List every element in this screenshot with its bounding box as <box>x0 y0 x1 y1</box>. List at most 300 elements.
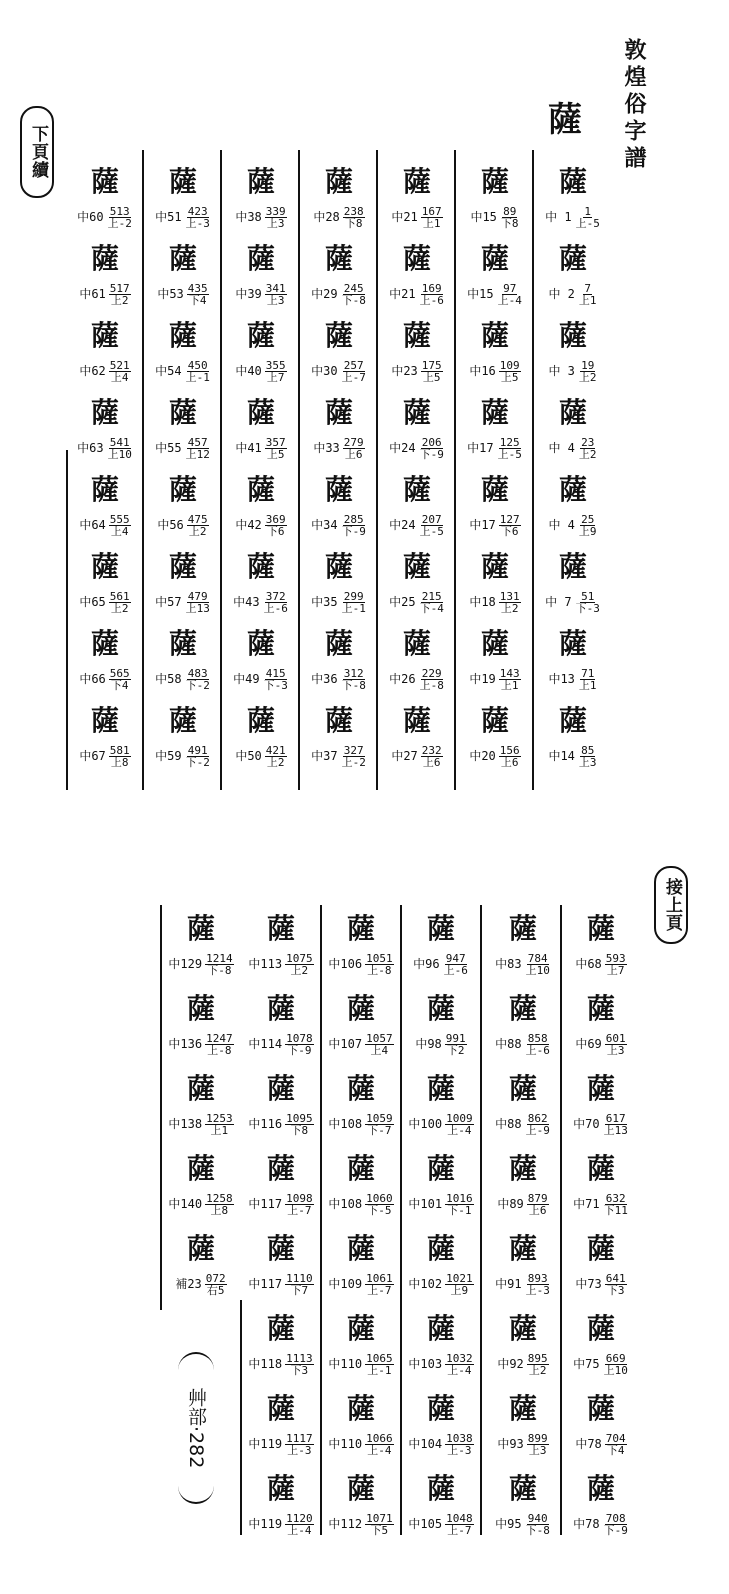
source-reference <box>155 437 211 460</box>
manuscript-code: 中62 <box>79 364 106 378</box>
variant-glyph: 薩 <box>90 319 119 352</box>
line-position: 上-7 <box>287 1204 312 1217</box>
line-position: 下6 <box>500 525 519 538</box>
manuscript-code: 中109 <box>328 1277 363 1291</box>
glyph-entry <box>144 697 222 787</box>
manuscript-code: 中113 <box>248 957 283 971</box>
glyph-entry <box>242 1225 320 1315</box>
line-position: 上2 <box>528 1364 547 1377</box>
source-reference <box>408 1433 473 1456</box>
manuscript-code: 中78 <box>573 1517 600 1531</box>
page-number: 879 <box>527 1192 548 1205</box>
page-number: 206 <box>421 436 442 449</box>
page-line-fraction <box>205 1273 227 1296</box>
page-line-fraction <box>205 1113 234 1136</box>
page-number: 415 <box>265 667 286 680</box>
manuscript-code: 中54 <box>155 364 182 378</box>
page-line-fraction <box>365 1193 394 1216</box>
page-line-fraction <box>343 206 365 229</box>
variant-glyph: 薩 <box>480 627 509 660</box>
page-number: 215 <box>421 590 442 603</box>
page-line-fraction <box>527 1433 549 1456</box>
page-number: 561 <box>109 590 130 603</box>
page-line-fraction <box>107 206 133 229</box>
page-line-fraction <box>285 1113 314 1136</box>
manuscript-code: 中129 <box>168 957 203 971</box>
line-position: 下8 <box>290 1124 309 1137</box>
variant-glyph: 薩 <box>324 319 353 352</box>
manuscript-code: 中18 <box>469 595 496 609</box>
page-number: 421 <box>265 744 286 757</box>
page-line-fraction <box>365 1433 394 1456</box>
page-number: 207 <box>421 513 442 526</box>
page-number: 1214 <box>206 952 233 965</box>
glyph-entry <box>162 1065 240 1155</box>
line-position: 下11 <box>603 1204 628 1217</box>
manuscript-code: 中64 <box>79 518 106 532</box>
manuscript-code: 中118 <box>248 1357 283 1371</box>
line-position: 上3 <box>266 294 285 307</box>
manuscript-code: 中75 <box>573 1357 600 1371</box>
manuscript-code: 中42 <box>235 518 262 532</box>
variant-glyph: 薩 <box>246 704 275 737</box>
line-position: 右5 <box>206 1284 225 1297</box>
source-reference <box>248 1433 313 1456</box>
page-line-fraction <box>605 953 627 976</box>
line-position: 上1 <box>578 679 597 692</box>
page-number: 125 <box>499 436 520 449</box>
page-line-fraction <box>285 1433 314 1456</box>
page-number: 483 <box>187 667 208 680</box>
page-number: 593 <box>605 952 626 965</box>
manuscript-code: 中55 <box>155 441 182 455</box>
page-line-fraction <box>499 514 521 537</box>
line-position: 上-3 <box>287 1444 312 1457</box>
glyph-entry <box>484 1465 562 1555</box>
manuscript-code: 中93 <box>497 1437 524 1451</box>
source-reference <box>467 283 523 306</box>
variant-glyph: 薩 <box>324 473 353 506</box>
page-number: 1247 <box>206 1032 233 1045</box>
source-reference <box>389 591 445 614</box>
variant-glyph: 薩 <box>426 1312 455 1345</box>
source-reference <box>155 745 211 768</box>
variant-glyph: 薩 <box>346 1152 375 1185</box>
source-reference <box>408 1273 473 1296</box>
variant-glyph: 薩 <box>324 550 353 583</box>
page-line-fraction <box>421 206 443 229</box>
manuscript-code: 中24 <box>389 518 416 532</box>
page-line-fraction <box>578 360 598 383</box>
glyph-entry <box>484 985 562 1075</box>
page-line-fraction <box>603 1353 629 1376</box>
variant-glyph: 薩 <box>266 1312 295 1345</box>
page-number: 565 <box>109 667 130 680</box>
page-number: 479 <box>187 590 208 603</box>
page-number: 895 <box>527 1352 548 1365</box>
manuscript-code: 中119 <box>248 1437 283 1451</box>
line-position: 下-3 <box>263 679 288 692</box>
manuscript-code: 中100 <box>408 1117 443 1131</box>
variant-glyph: 薩 <box>558 550 587 583</box>
source-reference <box>328 953 393 976</box>
variant-glyph: 薩 <box>586 1472 615 1505</box>
page-number: 71 <box>581 667 595 680</box>
page-line-fraction <box>107 437 133 460</box>
page-number: 1117 <box>286 1432 313 1445</box>
page-number: 1110 <box>286 1272 313 1285</box>
page-line-fraction <box>500 206 520 229</box>
variant-glyph: 薩 <box>426 1472 455 1505</box>
source-reference <box>575 1433 626 1456</box>
manuscript-code: 中103 <box>408 1357 443 1371</box>
variant-glyph: 薩 <box>586 992 615 1025</box>
source-reference <box>77 206 133 229</box>
line-position: 上5 <box>500 371 519 384</box>
page-number: 327 <box>343 744 364 757</box>
glyph-entry <box>484 905 562 995</box>
variant-glyph: 薩 <box>402 473 431 506</box>
manuscript-code: 中88 <box>495 1117 522 1131</box>
glyph-entry <box>242 1385 320 1475</box>
source-reference <box>495 953 551 976</box>
source-reference <box>157 514 208 537</box>
page-line-fraction <box>109 360 131 383</box>
manuscript-code: 中88 <box>495 1037 522 1051</box>
glyph-entry <box>402 1465 480 1555</box>
source-reference <box>391 206 442 229</box>
variant-glyph: 薩 <box>480 473 509 506</box>
line-position: 上2 <box>290 964 309 977</box>
page-line-fraction <box>365 1273 394 1296</box>
source-reference <box>328 1193 393 1216</box>
page-number: 51 <box>581 590 595 603</box>
page-number: 1120 <box>286 1512 313 1525</box>
page-number: 232 <box>421 744 442 757</box>
page-number: 457 <box>187 436 208 449</box>
glyph-entry <box>402 905 480 995</box>
variant-glyph: 薩 <box>558 319 587 352</box>
line-position: 上4 <box>110 371 129 384</box>
source-reference <box>248 1033 313 1056</box>
glyph-entry <box>484 1145 562 1235</box>
line-position: 下-7 <box>367 1124 392 1137</box>
manuscript-code: 中17 <box>467 441 494 455</box>
line-position: 下-8 <box>341 294 366 307</box>
source-reference <box>77 437 133 460</box>
page-line-fraction <box>341 360 367 383</box>
glyph-entry <box>562 1465 640 1555</box>
manuscript-code: 中57 <box>155 595 182 609</box>
glyph-entry <box>162 905 240 995</box>
line-position: 上7 <box>266 371 285 384</box>
line-position: 上-6 <box>263 602 288 615</box>
manuscript-code: 中70 <box>573 1117 600 1131</box>
manuscript-code: 中119 <box>248 1517 283 1531</box>
line-position: 下-8 <box>341 679 366 692</box>
variant-glyph: 薩 <box>186 1072 215 1105</box>
variant-glyph: 薩 <box>426 912 455 945</box>
manuscript-code: 中15 <box>470 210 497 224</box>
page-number: 23 <box>581 436 595 449</box>
variant-glyph: 薩 <box>426 1232 455 1265</box>
variant-glyph: 薩 <box>266 1232 295 1265</box>
page-line-fraction <box>575 206 601 229</box>
line-position: 上3 <box>266 217 285 230</box>
line-position: 上3 <box>606 1044 625 1057</box>
variant-glyph: 薩 <box>186 912 215 945</box>
variant-glyph: 薩 <box>266 912 295 945</box>
line-position: 上2 <box>188 525 207 538</box>
source-reference <box>495 1113 551 1136</box>
variant-glyph: 薩 <box>346 992 375 1025</box>
line-position: 上10 <box>107 448 132 461</box>
glyph-entry <box>484 1385 562 1475</box>
variant-glyph: 薩 <box>90 165 119 198</box>
glyph-entry <box>322 1225 400 1315</box>
line-position: 下2 <box>446 1044 465 1057</box>
page-line-fraction <box>497 437 523 460</box>
page-number: 229 <box>421 667 442 680</box>
page-line-fraction <box>525 1513 551 1536</box>
variant-glyph: 薩 <box>168 550 197 583</box>
manuscript-code: 中89 <box>497 1197 524 1211</box>
line-position: 上-9 <box>525 1124 550 1137</box>
glyph-entry <box>162 1145 240 1235</box>
variant-glyph: 薩 <box>558 704 587 737</box>
line-position: 下8 <box>344 217 363 230</box>
line-position: 上-7 <box>447 1524 472 1537</box>
manuscript-code: 中36 <box>311 672 338 686</box>
variant-glyph: 薩 <box>266 1392 295 1425</box>
source-reference <box>248 1273 313 1296</box>
page-line-fraction <box>525 1033 551 1056</box>
glyph-entry <box>562 1385 640 1475</box>
page-line-fraction <box>109 591 131 614</box>
source-reference <box>168 953 233 976</box>
page-number: 1016 <box>446 1192 473 1205</box>
line-position: 下-8 <box>207 964 232 977</box>
page-line-fraction <box>341 668 367 691</box>
manuscript-code: 中30 <box>311 364 338 378</box>
manuscript-code: 中23 <box>391 364 418 378</box>
source-reference <box>469 745 520 768</box>
line-position: 上8 <box>110 756 129 769</box>
variant-glyph: 薩 <box>402 165 431 198</box>
source-reference <box>497 1433 548 1456</box>
page-number: 1059 <box>366 1112 393 1125</box>
page-line-fraction <box>265 514 287 537</box>
source-reference <box>391 745 442 768</box>
line-position: 下-1 <box>447 1204 472 1217</box>
glyph-entry <box>402 1145 480 1235</box>
page-line-fraction <box>527 1193 549 1216</box>
variant-glyph: 薩 <box>426 1152 455 1185</box>
variant-glyph: 薩 <box>246 319 275 352</box>
source-reference <box>168 1193 233 1216</box>
source-reference <box>235 206 286 229</box>
page-line-fraction <box>285 1353 314 1376</box>
variant-glyph: 薩 <box>586 1232 615 1265</box>
manuscript-code: 中56 <box>157 518 184 532</box>
line-position: 上12 <box>185 448 210 461</box>
source-reference <box>328 1353 393 1376</box>
page-number: 555 <box>109 513 130 526</box>
line-position: 下-5 <box>367 1204 392 1217</box>
line-position: 上1 <box>578 294 597 307</box>
page-line-fraction <box>365 1353 394 1376</box>
manuscript-code: 中67 <box>79 749 106 763</box>
page-line-fraction <box>205 1193 234 1216</box>
glyph-entry <box>402 1065 480 1155</box>
page-line-fraction <box>341 283 367 306</box>
page-line-fraction <box>445 1353 474 1376</box>
page-number: 704 <box>605 1432 626 1445</box>
source-reference <box>469 591 520 614</box>
glyph-entry <box>402 1305 480 1395</box>
variant-glyph: 薩 <box>266 1072 295 1105</box>
variant-glyph: 薩 <box>246 396 275 429</box>
page-line-fraction <box>185 591 211 614</box>
variant-glyph: 薩 <box>266 1472 295 1505</box>
page-number: 1095 <box>286 1112 313 1125</box>
page-number: 1051 <box>366 952 393 965</box>
line-position: 上9 <box>578 525 597 538</box>
source-reference <box>235 283 286 306</box>
manuscript-code: 中53 <box>157 287 184 301</box>
source-reference <box>495 1033 551 1056</box>
page-line-fraction <box>285 953 314 976</box>
source-reference <box>469 668 520 691</box>
source-reference <box>328 1513 393 1536</box>
variant-glyph: 薩 <box>90 473 119 506</box>
line-position: 上5 <box>266 448 285 461</box>
manuscript-code: 中21 <box>389 287 416 301</box>
line-position: 下-8 <box>525 1524 550 1537</box>
page-line-fraction <box>603 1513 629 1536</box>
manuscript-code: 中26 <box>389 672 416 686</box>
book-title: 敦煌俗字譜 <box>621 38 647 173</box>
page-line-fraction <box>605 1273 627 1296</box>
source-reference <box>311 283 367 306</box>
page-number: 299 <box>343 590 364 603</box>
manuscript-code: 中63 <box>77 441 104 455</box>
page-line-fraction <box>263 668 289 691</box>
page-number: 858 <box>527 1032 548 1045</box>
manuscript-code: 中110 <box>328 1437 363 1451</box>
line-position: 上-5 <box>575 217 600 230</box>
line-position: 上6 <box>500 756 519 769</box>
manuscript-code: 中102 <box>408 1277 443 1291</box>
glyph-entry <box>402 1385 480 1475</box>
page-line-fraction <box>443 953 469 976</box>
page-number: 85 <box>581 744 595 757</box>
manuscript-code: 中34 <box>311 518 338 532</box>
page-number: 257 <box>343 359 364 372</box>
source-reference <box>157 283 208 306</box>
page-line-fraction <box>109 668 131 691</box>
page-line-fraction <box>365 953 394 976</box>
source-reference <box>79 360 130 383</box>
manuscript-code: 中25 <box>389 595 416 609</box>
variant-glyph: 薩 <box>508 1232 537 1265</box>
manuscript-code: 中19 <box>469 672 496 686</box>
source-reference <box>548 360 597 383</box>
manuscript-code: 中114 <box>248 1037 283 1051</box>
page-number: 541 <box>109 436 130 449</box>
variant-glyph: 薩 <box>168 165 197 198</box>
source-reference <box>311 591 367 614</box>
page-line-fraction <box>445 1513 474 1536</box>
page-line-fraction <box>185 668 211 691</box>
line-position: 上-3 <box>525 1284 550 1297</box>
page-line-fraction <box>419 283 445 306</box>
page-number: 581 <box>109 744 130 757</box>
page-number: 1021 <box>446 1272 473 1285</box>
line-position: 上-4 <box>497 294 522 307</box>
line-position: 上10 <box>525 964 550 977</box>
page-number: 312 <box>343 667 364 680</box>
line-position: 上-6 <box>419 294 444 307</box>
page-line-fraction <box>578 437 598 460</box>
line-position: 上-6 <box>443 964 468 977</box>
line-position: 下3 <box>606 1284 625 1297</box>
line-position: 下8 <box>500 217 519 230</box>
manuscript-code: 中 1 <box>545 210 572 224</box>
source-reference <box>235 514 286 537</box>
page-line-fraction <box>205 953 234 976</box>
glyph-entry <box>300 697 378 787</box>
page-number: 632 <box>605 1192 626 1205</box>
source-reference <box>248 1353 313 1376</box>
page-number: 143 <box>499 667 520 680</box>
glyph-entry <box>562 985 640 1075</box>
variant-glyph: 薩 <box>324 627 353 660</box>
manuscript-code: 中107 <box>328 1037 363 1051</box>
source-reference <box>408 1113 473 1136</box>
page-number: 1066 <box>366 1432 393 1445</box>
manuscript-code: 中108 <box>328 1197 363 1211</box>
page-number: 641 <box>605 1272 626 1285</box>
glyph-entry <box>322 1145 400 1235</box>
line-position: 上3 <box>578 756 597 769</box>
manuscript-code: 中24 <box>389 441 416 455</box>
manuscript-code: 中28 <box>313 210 340 224</box>
page-line-fraction <box>578 514 598 537</box>
page-number: 491 <box>187 744 208 757</box>
page-line-fraction <box>499 360 521 383</box>
page-number: 25 <box>581 513 595 526</box>
source-reference <box>548 745 597 768</box>
line-position: 下4 <box>606 1444 625 1457</box>
manuscript-code: 中66 <box>79 672 106 686</box>
line-position: 上-4 <box>287 1524 312 1537</box>
page-line-fraction <box>265 206 287 229</box>
manuscript-code: 中112 <box>328 1517 363 1531</box>
source-reference <box>79 514 130 537</box>
page-number: 169 <box>421 282 442 295</box>
source-reference <box>328 1273 393 1296</box>
source-reference <box>408 1193 473 1216</box>
manuscript-code: 中78 <box>575 1437 602 1451</box>
page-number: 521 <box>109 359 130 372</box>
page-number: 372 <box>265 590 286 603</box>
manuscript-code: 中140 <box>168 1197 203 1211</box>
manuscript-code: 中91 <box>495 1277 522 1291</box>
page-number: 1048 <box>446 1512 473 1525</box>
line-position: 下4 <box>188 294 207 307</box>
page-line-fraction <box>525 1273 551 1296</box>
